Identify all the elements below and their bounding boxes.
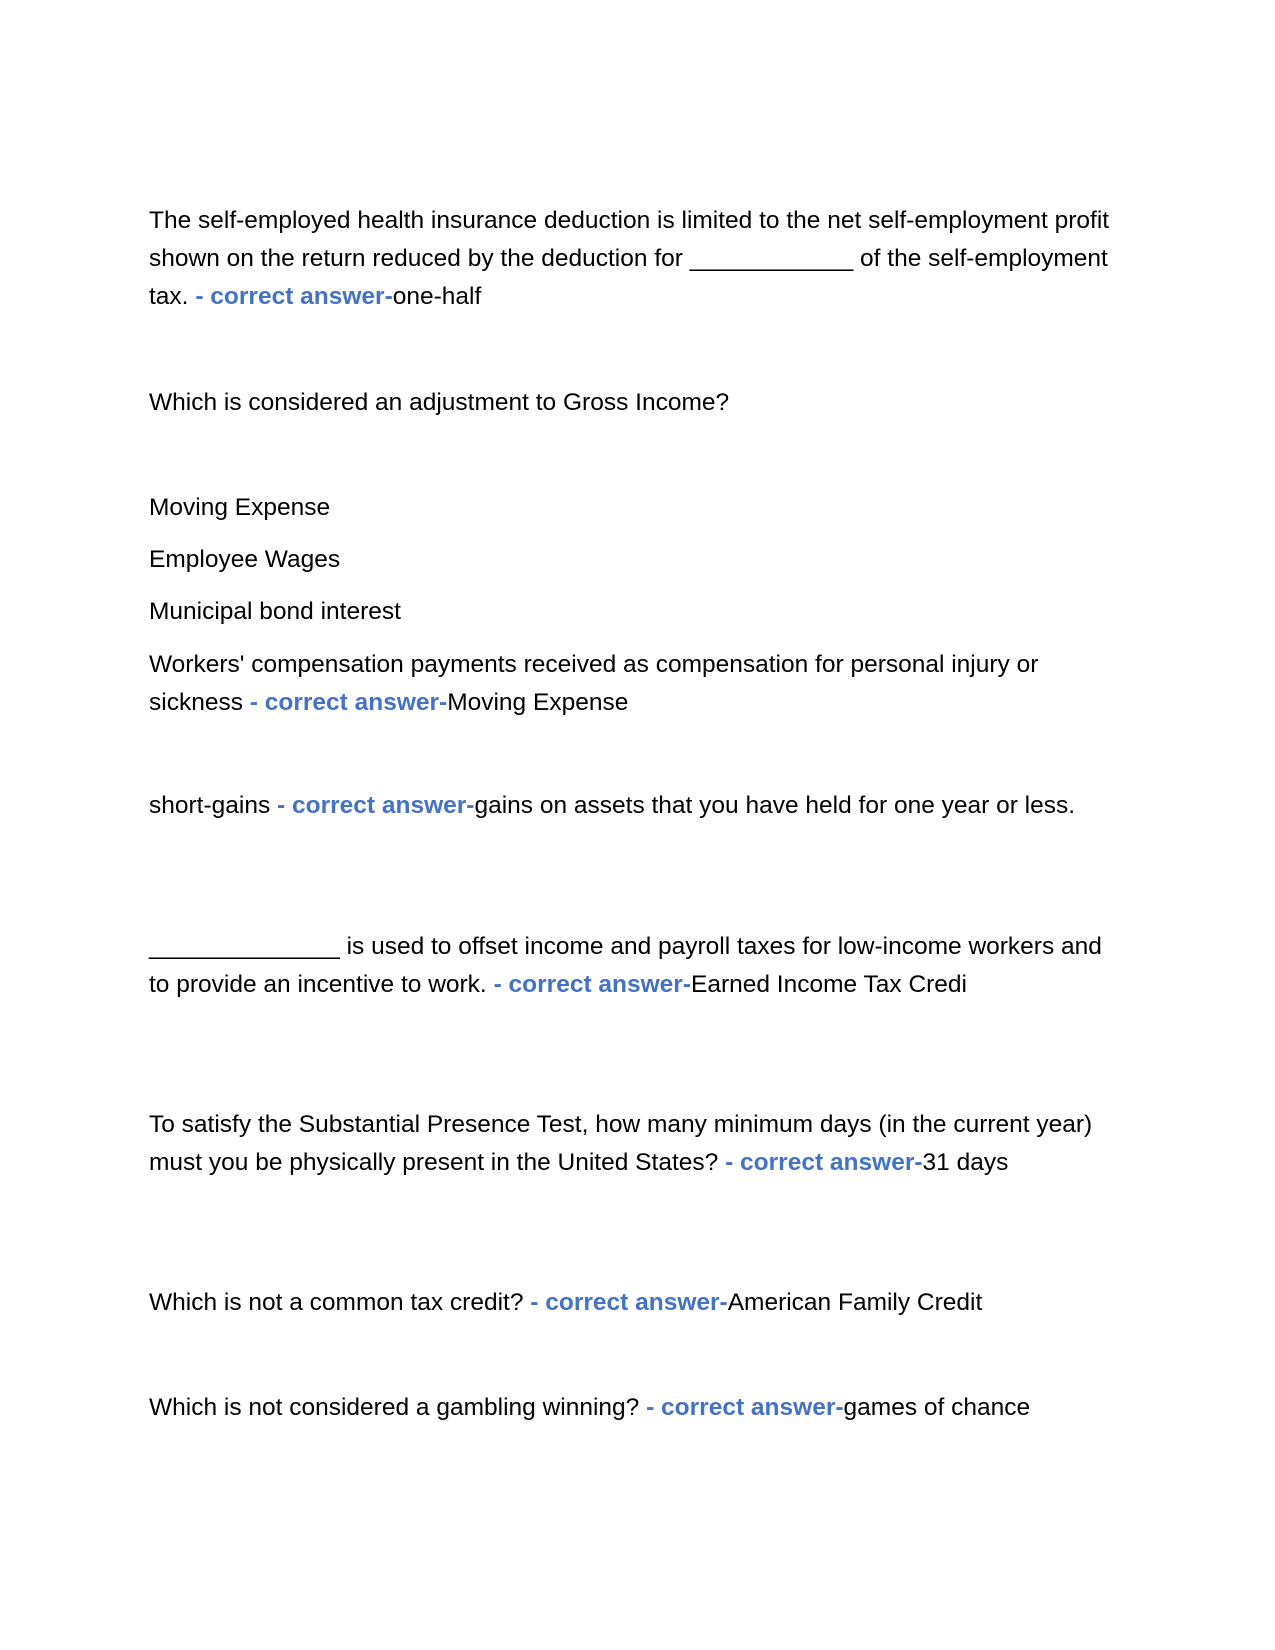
question-4 bbox=[149, 928, 1129, 1004]
answer-text: games of chance bbox=[843, 1394, 1031, 1421]
answer-text: gains on assets that you have held for one year or less. bbox=[474, 792, 1076, 819]
answer-text: one-half bbox=[392, 283, 482, 310]
question-text: ______________ is used to offset income and payroll taxes for low-income workers and to provide an incentive to work. bbox=[149, 933, 1102, 998]
option-text: Workers' compensation payments received as compensation for personal injury or sickness bbox=[149, 651, 1039, 716]
question-text: To satisfy the Substantial Presence Test, how many minimum days (in the current year) must you be physically present in the United States? bbox=[149, 1111, 1093, 1176]
option-text: Moving Expense bbox=[149, 494, 331, 521]
question-6 bbox=[149, 1284, 1129, 1322]
correct-answer-marker: - correct answer- bbox=[530, 1289, 728, 1316]
option-item bbox=[149, 646, 1129, 722]
option-item bbox=[149, 541, 1129, 579]
answer-text: 31 days bbox=[922, 1149, 1009, 1176]
question-5 bbox=[149, 1106, 1129, 1182]
question-7 bbox=[149, 1389, 1129, 1427]
correct-answer-marker: - correct answer- bbox=[646, 1394, 844, 1421]
question-2 bbox=[149, 384, 1129, 422]
question-text: Which is not considered a gambling winning? bbox=[149, 1394, 640, 1421]
option-item bbox=[149, 489, 1129, 527]
option-text: Employee Wages bbox=[149, 546, 341, 573]
correct-answer-marker: - correct answer- bbox=[195, 283, 393, 310]
question-1 bbox=[149, 202, 1129, 316]
question-text: Which is not a common tax credit? bbox=[149, 1289, 524, 1316]
option-text: Municipal bond interest bbox=[149, 598, 401, 625]
question-3 bbox=[149, 787, 1129, 825]
question-text: short-gains bbox=[149, 792, 271, 819]
answer-text: Earned Income Tax Credi bbox=[691, 971, 967, 998]
correct-answer-marker: - correct answer- bbox=[249, 689, 448, 716]
correct-answer-marker: - correct answer- bbox=[725, 1149, 923, 1176]
question-text: Which is considered an adjustment to Gross Income? bbox=[149, 389, 730, 416]
answer-text: Moving Expense bbox=[447, 689, 629, 716]
correct-answer-marker: - correct answer- bbox=[493, 971, 691, 998]
answer-text: American Family Credit bbox=[727, 1289, 983, 1316]
correct-answer-marker: - correct answer- bbox=[277, 792, 475, 819]
question-text: The self-employed health insurance deduction is limited to the net self-employment profit shown on the return reduced by the deduction for ____________ of the self-employment tax. bbox=[149, 207, 1110, 310]
option-item bbox=[149, 593, 1129, 631]
